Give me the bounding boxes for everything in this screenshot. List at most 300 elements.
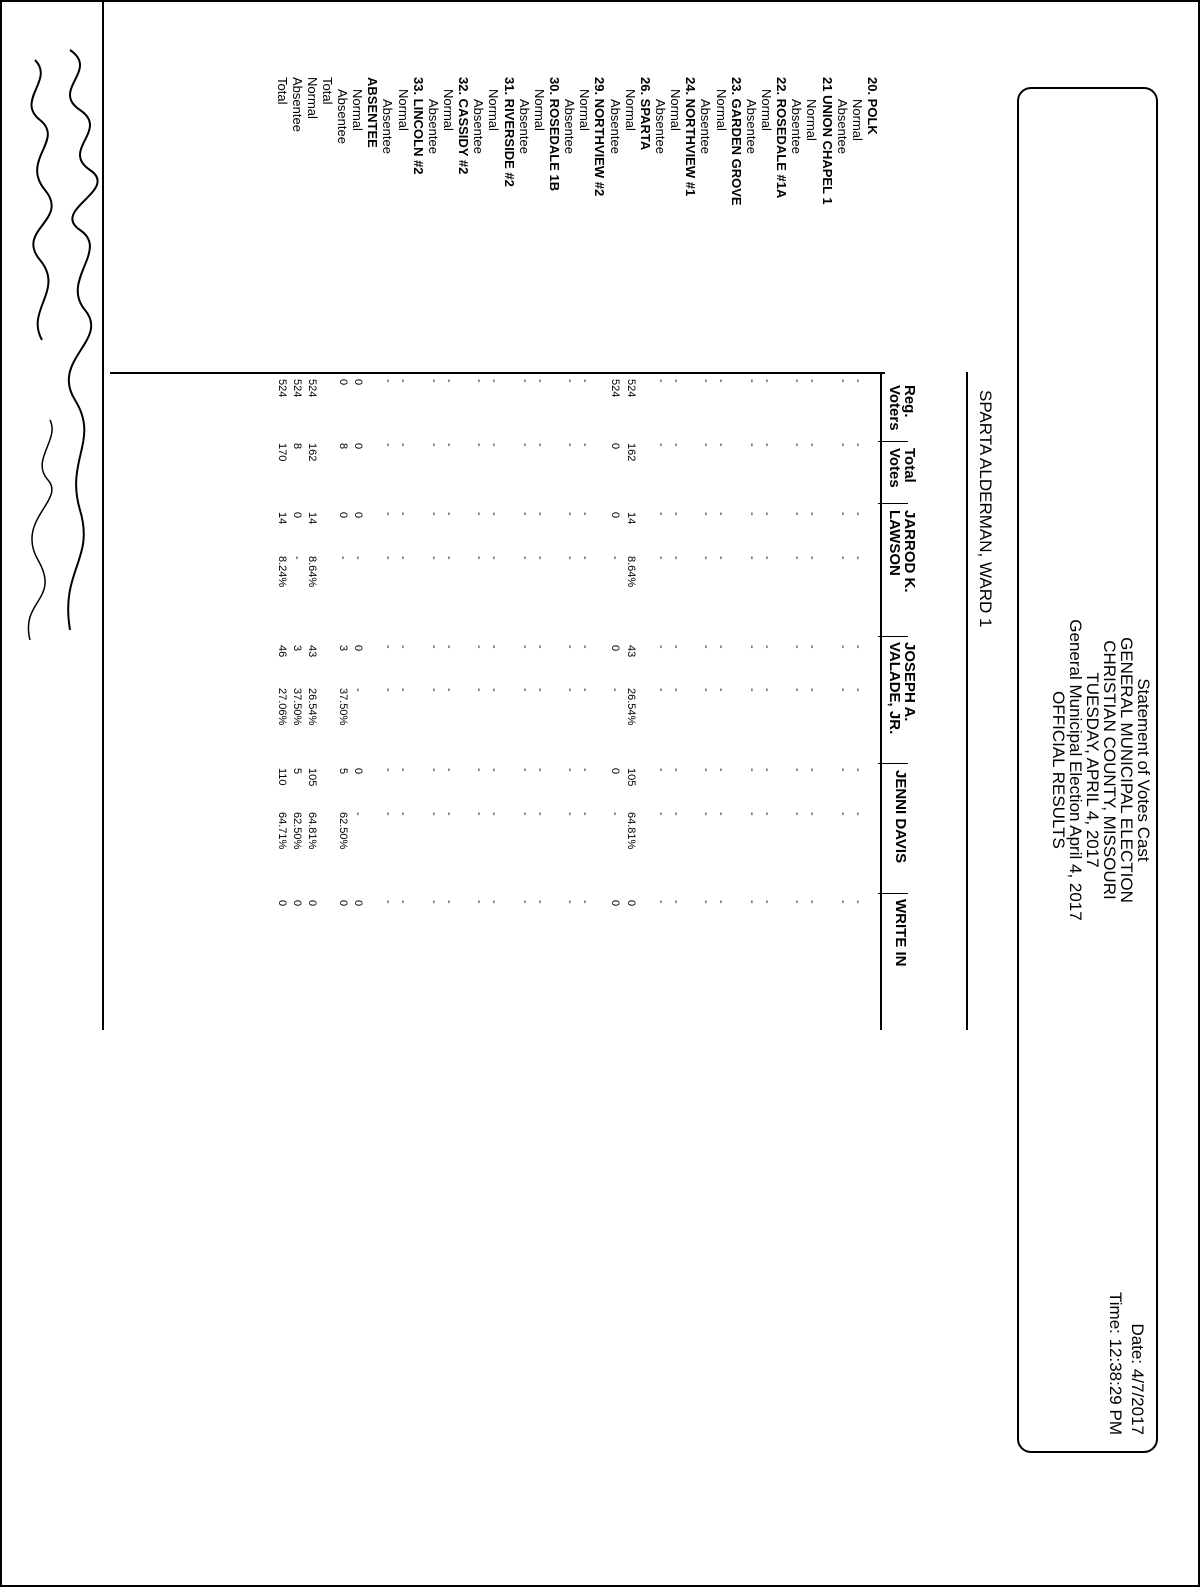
result-cell: 0	[609, 900, 622, 907]
result-cell: -	[670, 556, 683, 560]
result-cell: 8.64%	[624, 556, 637, 588]
result-cell: -	[791, 645, 804, 649]
result-cell: -	[760, 768, 773, 772]
result-cell: -	[836, 379, 849, 383]
result-cell: -	[745, 900, 758, 904]
precinct-name: 22. ROSEDALE #1A	[774, 77, 790, 199]
result-cell: -	[745, 768, 758, 772]
result-cell: -	[791, 379, 804, 383]
result-cell: -	[654, 688, 667, 692]
precinct-name: ABSENTEE	[365, 77, 381, 148]
result-cell: -	[745, 645, 758, 649]
result-cell: -	[700, 443, 713, 447]
result-cell: -	[670, 900, 683, 904]
result-cell: 3	[336, 645, 349, 652]
result-cell: 0	[351, 379, 364, 386]
result-cell: -	[488, 645, 501, 649]
precinct-name: 32. CASSIDY #2	[456, 77, 472, 175]
result-cell: 46	[276, 645, 289, 658]
report-date: Date: 4/7/2017	[1128, 1323, 1147, 1435]
result-cell: -	[488, 379, 501, 383]
result-cell: -	[382, 512, 395, 516]
result-cell: -	[518, 645, 531, 649]
result-cell: -	[760, 379, 773, 383]
header-line-5: General Municipal Election April 4, 2017	[1066, 619, 1085, 921]
report-header	[1050, 89, 1156, 1451]
result-cell: 162	[624, 443, 637, 462]
result-cell: -	[442, 688, 455, 692]
col-total-line1: Total	[901, 448, 918, 483]
result-cell: -	[382, 768, 395, 772]
result-cell: 0	[291, 900, 304, 907]
result-cell: 524	[276, 379, 289, 398]
precinct-row-label: Absentee	[380, 99, 396, 154]
result-cell: -	[382, 645, 395, 649]
precinct-name: 31. RIVERSIDE #2	[501, 77, 517, 187]
result-cell: -	[442, 768, 455, 772]
report-time: Time: 12:38:29 PM	[1106, 1292, 1125, 1435]
result-cell: -	[397, 900, 410, 904]
col-separator	[878, 441, 908, 442]
precinct-row-label: Normal	[759, 89, 775, 131]
col-reg-voters	[887, 385, 917, 431]
result-cell: -	[382, 443, 395, 447]
race-title: SPARTA ALDERMAN, WARD 1	[976, 390, 995, 628]
result-cell: -	[654, 768, 667, 772]
result-cell: 64.81%	[624, 812, 637, 850]
result-cell: -	[791, 688, 804, 692]
result-cell: -	[715, 379, 728, 383]
result-cell: -	[715, 812, 728, 816]
precinct-row-label: Normal	[713, 89, 729, 131]
result-cell: -	[609, 556, 622, 560]
result-cell: -	[579, 379, 592, 383]
result-cell: 524	[291, 379, 304, 398]
result-cell: -	[851, 512, 864, 516]
result-cell: -	[760, 556, 773, 560]
col-separator	[878, 763, 908, 764]
result-cell: -	[473, 688, 486, 692]
result-cell: 14	[276, 512, 289, 525]
result-cell: -	[700, 379, 713, 383]
result-cell: 0	[336, 900, 349, 907]
result-cell: -	[745, 556, 758, 560]
result-cell: -	[427, 688, 440, 692]
result-cell: -	[488, 512, 501, 516]
result-cell: -	[836, 512, 849, 516]
result-cell: 62.50%	[291, 812, 304, 850]
result-cell: 170	[276, 443, 289, 462]
result-cell: -	[518, 379, 531, 383]
result-cell: -	[836, 688, 849, 692]
result-cell: 524	[624, 379, 637, 398]
result-cell: 37.50%	[291, 688, 304, 726]
result-cell: -	[791, 812, 804, 816]
result-cell: -	[836, 645, 849, 649]
result-cell: -	[397, 688, 410, 692]
result-cell: 8.64%	[306, 556, 319, 588]
precinct-name: 30. ROSEDALE 1B	[547, 77, 563, 192]
result-cell: -	[836, 812, 849, 816]
result-cell: -	[442, 556, 455, 560]
result-cell: -	[791, 556, 804, 560]
result-cell: -	[745, 688, 758, 692]
result-cell: -	[670, 379, 683, 383]
result-cell: -	[851, 379, 864, 383]
result-cell: -	[533, 812, 546, 816]
result-cell: -	[579, 512, 592, 516]
result-cell: 0	[609, 768, 622, 775]
result-cell: -	[533, 900, 546, 904]
precinct-name: 20. POLK	[865, 77, 880, 135]
result-cell: -	[579, 645, 592, 649]
result-cell: -	[806, 556, 819, 560]
precinct-row-label: Normal	[804, 99, 820, 141]
result-cell: -	[397, 379, 410, 383]
result-cell: -	[700, 556, 713, 560]
column-header-rule	[880, 372, 882, 1030]
result-cell: -	[564, 688, 576, 692]
precinct-row-label: Total	[274, 77, 290, 105]
result-cell: -	[715, 688, 728, 692]
result-cell: -	[533, 645, 546, 649]
result-cell: 0	[291, 512, 304, 519]
result-cell: -	[473, 812, 486, 816]
result-cell: -	[473, 556, 486, 560]
report-datetime	[1104, 1292, 1148, 1435]
result-cell: -	[670, 443, 683, 447]
header-line-1: Statement of Votes Cast	[1134, 678, 1153, 862]
precinct-row-label: Normal	[668, 89, 684, 131]
result-cell: 0	[609, 645, 622, 652]
result-cell: -	[427, 812, 440, 816]
col-candidate-valade	[887, 642, 917, 734]
precinct-row-label: Normal	[577, 89, 593, 131]
result-cell: -	[564, 812, 576, 816]
col-candidate-davis: JENNI DAVIS	[892, 770, 909, 864]
result-cell: -	[533, 443, 546, 447]
result-cell: -	[806, 645, 819, 649]
result-cell: -	[427, 645, 440, 649]
result-cell: 14	[306, 512, 319, 525]
result-cell: -	[473, 900, 486, 904]
result-cell: -	[564, 556, 576, 560]
precinct-row-label: Absentee	[289, 77, 305, 132]
result-cell: -	[382, 556, 395, 560]
result-cell: -	[442, 379, 455, 383]
result-cell: -	[700, 812, 713, 816]
col-cand1-line2: LAWSON	[886, 510, 903, 576]
result-cell: 105	[306, 768, 319, 787]
col-separator	[878, 636, 908, 637]
col-reg-line2: Voters	[886, 385, 903, 431]
result-cell: -	[715, 443, 728, 447]
header-line-6: OFFICIAL RESULTS	[1049, 691, 1068, 849]
precinct-row-label: Absentee	[335, 89, 351, 144]
signature-stroke	[31, 60, 51, 340]
result-cell: -	[397, 645, 410, 649]
result-cell: -	[397, 556, 410, 560]
result-cell: -	[427, 379, 440, 383]
result-cell: 62.50%	[336, 812, 349, 850]
precinct-row-label: Absentee	[743, 99, 759, 154]
result-cell: -	[579, 812, 592, 816]
result-cell: -	[518, 688, 531, 692]
result-cell: -	[670, 688, 683, 692]
result-cell: -	[715, 900, 728, 904]
result-cell: -	[760, 812, 773, 816]
result-cell: 110	[276, 768, 289, 786]
precinct-row-label: Absentee	[789, 99, 805, 154]
result-cell: -	[791, 512, 804, 516]
result-cell: 5	[291, 768, 304, 775]
result-cell: -	[564, 512, 576, 516]
col-cand1-line1: JARROD K.	[901, 510, 918, 593]
result-cell: 524	[609, 379, 622, 398]
result-cell: -	[579, 900, 592, 904]
precinct-row-label: Normal	[304, 77, 320, 119]
result-cell: -	[851, 443, 864, 447]
result-cell: -	[533, 512, 546, 516]
result-cell: -	[533, 556, 546, 560]
result-cell: -	[427, 556, 440, 560]
result-cell: 0	[276, 900, 289, 907]
result-cell: -	[382, 900, 395, 904]
result-cell: -	[791, 768, 804, 772]
result-cell: -	[382, 812, 395, 816]
precinct-name: 24. NORTHVIEW #1	[683, 77, 699, 197]
result-cell: -	[851, 556, 864, 560]
result-cell: 0	[351, 645, 364, 652]
result-cell: 64.71%	[276, 812, 289, 850]
result-cell: -	[654, 443, 667, 447]
result-cell: -	[488, 443, 501, 447]
precinct-row-label: Normal	[395, 89, 411, 131]
precinct-name: 21 UNION CHAPEL 1	[819, 77, 835, 205]
result-cell: -	[806, 812, 819, 816]
result-cell: -	[564, 379, 576, 383]
result-cell: -	[291, 556, 304, 560]
result-cell: -	[806, 688, 819, 692]
result-cell: -	[760, 512, 773, 516]
result-cell: 0	[351, 512, 364, 519]
result-cell: -	[579, 768, 592, 772]
result-cell: -	[427, 768, 440, 772]
result-cell: 0	[351, 900, 364, 907]
result-cell: -	[760, 443, 773, 447]
result-cell: -	[745, 379, 758, 383]
precinct-row-label: Normal	[531, 89, 547, 131]
precinct-row-label: Normal	[622, 89, 638, 131]
precinct-name: 26. SPARTA	[637, 77, 653, 151]
result-cell: -	[518, 512, 531, 516]
result-cell: -	[791, 900, 804, 904]
result-cell: -	[851, 688, 864, 692]
result-cell: -	[488, 688, 501, 692]
result-cell: -	[533, 688, 546, 692]
precinct-row-label: Absentee	[607, 99, 623, 154]
result-cell: -	[518, 900, 531, 904]
result-cell: 0	[336, 512, 349, 519]
result-cell: -	[382, 688, 395, 692]
precinct-row-label: Normal	[441, 89, 457, 131]
result-cell: 26.54%	[306, 688, 319, 726]
result-cell: -	[533, 768, 546, 772]
race-title-rule	[966, 372, 968, 1030]
result-cell: -	[442, 443, 455, 447]
result-cell: 0	[336, 379, 349, 386]
result-cell: -	[760, 900, 773, 904]
col-write-in: WRITE IN	[892, 899, 909, 967]
result-cell: -	[654, 556, 667, 560]
precinct-row-label: Absentee	[562, 99, 578, 154]
result-cell: -	[700, 512, 713, 516]
header-line-4: TUESDAY, APRIL 4, 2017	[1083, 672, 1102, 868]
result-cell: -	[488, 900, 501, 904]
result-cell: -	[397, 768, 410, 772]
result-cell: -	[851, 900, 864, 904]
result-cell: -	[700, 900, 713, 904]
result-cell: -	[745, 812, 758, 816]
result-cell: -	[806, 768, 819, 772]
result-cell: -	[518, 556, 531, 560]
result-cell: -	[700, 768, 713, 772]
result-cell: -	[442, 645, 455, 649]
col-reg-line1: Reg.	[901, 385, 918, 418]
result-cell: -	[760, 688, 773, 692]
result-cell: -	[715, 512, 728, 516]
result-cell: -	[442, 512, 455, 516]
precinct-row-label: Absentee	[425, 99, 441, 154]
result-cell: -	[670, 768, 683, 772]
result-cell: 8	[291, 443, 304, 450]
result-cell: -	[442, 812, 455, 816]
result-cell: -	[670, 645, 683, 649]
result-cell: -	[836, 768, 849, 772]
col-separator	[878, 503, 908, 504]
result-cell: 0	[609, 443, 622, 450]
result-cell: -	[473, 768, 486, 772]
result-cell: 0	[306, 900, 319, 907]
result-cell: -	[488, 768, 501, 772]
result-cell: -	[791, 443, 804, 447]
result-cell: -	[488, 556, 501, 560]
result-cell: 5	[336, 768, 349, 775]
result-cell: -	[518, 443, 531, 447]
result-cell: -	[654, 645, 667, 649]
result-cell: -	[336, 556, 349, 560]
result-cell: -	[427, 512, 440, 516]
result-cell: -	[836, 556, 849, 560]
result-cell: -	[745, 443, 758, 447]
result-cell: 0	[609, 512, 622, 519]
result-cell: 64.81%	[306, 812, 319, 850]
result-cell: -	[654, 512, 667, 516]
precinct-row-label: Absentee	[834, 99, 850, 154]
result-cell: 8.24%	[276, 556, 289, 588]
signature-stroke	[68, 50, 97, 630]
result-cell: 3	[291, 645, 304, 652]
result-cell: -	[654, 379, 667, 383]
precinct-list	[274, 77, 880, 377]
result-cell: -	[806, 379, 819, 383]
result-cell: 0	[624, 900, 637, 907]
result-cell: -	[473, 512, 486, 516]
precinct-row-label: Absentee	[471, 99, 487, 154]
col-candidate-lawson	[887, 510, 917, 593]
result-cell: 27.06%	[276, 688, 289, 726]
precinct-row-label: Absentee	[653, 99, 669, 154]
result-cell: -	[579, 443, 592, 447]
result-cell: -	[851, 768, 864, 772]
result-cell: -	[806, 512, 819, 516]
col-cand2-line1: JOSEPH A.	[901, 642, 918, 722]
result-cell: -	[397, 512, 410, 516]
result-cell: -	[518, 812, 531, 816]
result-cell: 0	[351, 443, 364, 450]
result-cell: -	[564, 900, 576, 904]
result-cell: 105	[624, 768, 637, 787]
result-cell: -	[609, 688, 622, 692]
header-line-3: CHRISTIAN COUNTY, MISSOURI	[1100, 640, 1119, 900]
result-cell: -	[533, 379, 546, 383]
precinct-name: 33. LINCOLN #2	[410, 77, 426, 175]
result-cell: -	[700, 688, 713, 692]
result-cell: -	[715, 556, 728, 560]
precinct-name: 29. NORTHVIEW #2	[592, 77, 608, 197]
result-cell: -	[715, 768, 728, 772]
signatures	[0, 40, 110, 640]
result-cell: -	[564, 768, 576, 772]
precinct-row-label: Absentee	[698, 99, 714, 154]
result-cell: -	[351, 812, 364, 816]
precinct-name: 23. GARDEN GROVE	[728, 77, 744, 206]
result-cell: -	[427, 443, 440, 447]
result-cell: -	[654, 812, 667, 816]
result-cell: -	[836, 443, 849, 447]
result-cell: -	[579, 556, 592, 560]
col-total-votes	[887, 448, 917, 488]
result-cell: 524	[306, 379, 319, 398]
result-cell: -	[488, 812, 501, 816]
result-cell: -	[397, 812, 410, 816]
header-line-2: GENERAL MUNICIPAL ELECTION	[1117, 637, 1136, 903]
col-separator	[878, 893, 908, 894]
result-cell: -	[851, 645, 864, 649]
result-cell: -	[806, 900, 819, 904]
result-cell: -	[670, 812, 683, 816]
result-cell: -	[564, 443, 576, 447]
result-cell: -	[745, 512, 758, 516]
result-cell: 14	[624, 512, 637, 525]
result-cell: 43	[306, 645, 319, 658]
result-cell: -	[670, 512, 683, 516]
result-cell: 8	[336, 443, 349, 450]
result-cell: -	[806, 443, 819, 447]
result-cell: 37.50%	[336, 688, 349, 726]
precinct-row-label: Total	[319, 77, 335, 105]
result-cell: -	[851, 812, 864, 816]
precinct-row-label: Normal	[849, 99, 865, 141]
result-cell: -	[715, 645, 728, 649]
result-cell: -	[609, 812, 622, 816]
precinct-row-label: Normal	[486, 89, 502, 131]
result-cell: -	[518, 768, 531, 772]
precinct-row-label: Normal	[350, 89, 366, 131]
result-cell: -	[351, 688, 364, 692]
result-cell: -	[442, 900, 455, 904]
result-cell: -	[564, 645, 576, 649]
